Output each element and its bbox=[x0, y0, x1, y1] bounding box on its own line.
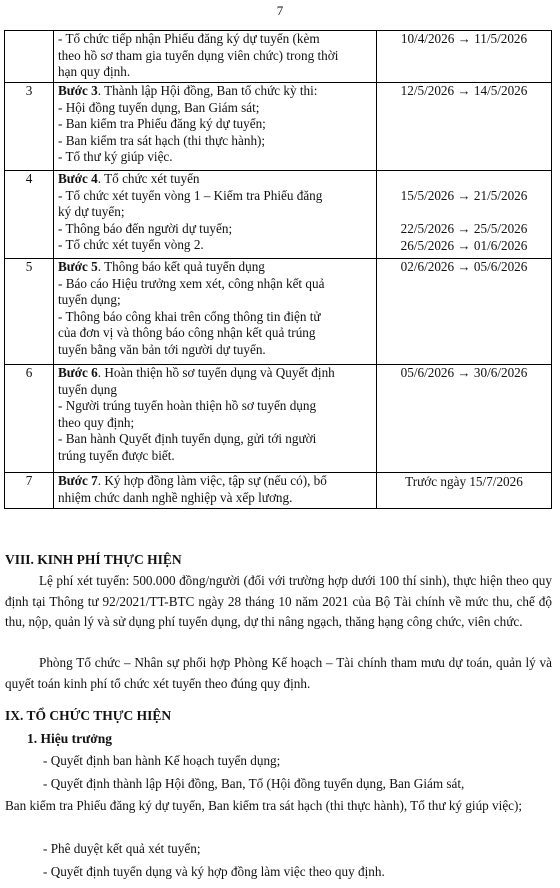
item-line: - Thông báo công khai trên cổng thông tin điện tử bbox=[58, 308, 321, 324]
date-range: 26/5/2026 → 01/6/2026 bbox=[400, 237, 528, 253]
table-row bbox=[5, 473, 552, 509]
step-cell bbox=[54, 83, 377, 171]
paragraph: Lệ phí xét tuyển: 500.000 đồng/người (đối với trường hợp dưới 100 thí sinh), thực hiện theo quy định tại Thông tư 92/2021/TT-BTC ngày 28 tháng 10 năm 2021 của Bộ Tài chính về mức thu, chế độ thu, nộp, quản lý và sử dụng phí tuyển dụng, dự thi nâng ngạch, thăng hạng công chức, viên chức. bbox=[5, 573, 552, 629]
step-title: Bước 4. Tổ chức xét tuyển bbox=[58, 171, 200, 186]
list-item: - Quyết định thành lập Hội đồng, Ban, Tổ (Hội đồng tuyển dụng, Ban Giám sát, bbox=[43, 776, 465, 791]
item-line: hạn quy định. bbox=[58, 64, 131, 79]
date-spacer bbox=[381, 205, 547, 222]
list-item-continuation: Ban kiểm tra Phiếu đăng ký dự tuyển, Ban kiểm tra sát hạch (thi thực hành), Tổ thư ký giúp việc); bbox=[5, 798, 523, 813]
item-line: theo hồ sơ tham gia tuyển dụng viên chức) trong thời bbox=[58, 47, 339, 63]
row-number: 6 bbox=[5, 365, 54, 473]
table-row bbox=[5, 83, 552, 171]
item-line: tuyển bằng văn bản tới người dự tuyển. bbox=[58, 341, 266, 357]
date-range: 10/4/2026 → 11/5/2026 bbox=[400, 31, 528, 46]
row-number: 7 bbox=[5, 473, 54, 509]
step-title: Bước 5. Thông báo kết quả tuyển dụng bbox=[58, 259, 265, 274]
date-range: 05/6/2026 → 30/6/2026 bbox=[400, 365, 528, 380]
date-cell bbox=[377, 259, 552, 365]
date-range: 15/5/2026 → 21/5/2026 bbox=[400, 188, 528, 203]
row-number: 3 bbox=[5, 83, 54, 171]
list-item: - Phê duyệt kết quả xét tuyển; bbox=[43, 841, 201, 856]
schedule-table bbox=[4, 30, 552, 509]
item-line: trúng tuyển được biết. bbox=[58, 447, 175, 463]
date-cell bbox=[377, 83, 552, 171]
page-number: 7 bbox=[276, 3, 284, 18]
date-range: Trước ngày 15/7/2026 bbox=[405, 474, 523, 489]
item-line: của đơn vị và thông báo công nhận kết quả trúng bbox=[58, 325, 316, 340]
item-line: theo quy định; bbox=[58, 414, 135, 430]
step-cell bbox=[54, 365, 377, 473]
item-line: - Báo cáo Hiệu trưởng xem xét, công nhận kết quả bbox=[58, 275, 325, 291]
step-cell bbox=[54, 31, 377, 83]
step-title: Bước 6. Hoàn thiện hồ sơ tuyển dụng và Quyết định bbox=[58, 365, 335, 380]
table-row bbox=[5, 259, 552, 365]
item-line: - Tổ chức tiếp nhận Phiếu đăng ký dự tuyển (kèm bbox=[58, 31, 320, 46]
subsection-heading: 1. Hiệu trưởng bbox=[27, 731, 112, 746]
step-cell bbox=[54, 171, 377, 259]
step-cell bbox=[54, 259, 377, 365]
list-item: - Quyết định tuyển dụng và ký hợp đồng làm việc theo quy định. bbox=[43, 864, 385, 879]
paragraph: Phòng Tổ chức – Nhân sự phối hợp Phòng Kế hoạch – Tài chính tham mưu dự toán, quản lý và quyết toán kinh phí tổ chức xét tuyển theo đúng quy định. bbox=[5, 655, 552, 691]
item-line: - Ban hành Quyết định tuyển dụng, gửi tới người bbox=[58, 431, 317, 446]
item-line: ký dự tuyển; bbox=[58, 204, 125, 219]
item-line: - Hội đồng tuyển dụng, Ban Giám sát; bbox=[58, 99, 260, 115]
date-cell bbox=[377, 31, 552, 83]
item-line: tuyển dụng bbox=[58, 381, 117, 397]
step-cell bbox=[54, 473, 377, 509]
date-range: 02/6/2026 → 05/6/2026 bbox=[400, 259, 528, 274]
date-cell bbox=[377, 365, 552, 473]
item-line: - Ban kiểm tra sát hạch (thi thực hành); bbox=[58, 132, 266, 148]
step-title: Bước 7. Ký hợp đồng làm việc, tập sự (nếu có), bổ bbox=[58, 473, 327, 488]
table-row bbox=[5, 365, 552, 473]
item-line: - Tổ chức xét tuyển vòng 2. bbox=[58, 237, 204, 252]
row-number: 5 bbox=[5, 259, 54, 365]
item-line: - Ban kiểm tra Phiếu đăng ký dự tuyển; bbox=[58, 116, 266, 131]
table-row bbox=[5, 171, 552, 259]
step-title: Bước 3. Thành lập Hội đồng, Ban tổ chức kỳ thi: bbox=[58, 83, 318, 98]
date-cell bbox=[377, 171, 552, 259]
item-line: - Tổ thư ký giúp việc. bbox=[58, 149, 173, 164]
item-line: - Người trúng tuyển hoàn thiện hồ sơ tuyển dụng bbox=[58, 398, 317, 413]
section-heading: VIII. KINH PHÍ THỰC HIỆN bbox=[5, 552, 182, 567]
date-range: 22/5/2026 → 25/5/2026 bbox=[400, 221, 528, 236]
table-row bbox=[5, 31, 552, 83]
list-item: - Quyết định ban hành Kế hoạch tuyển dụng; bbox=[43, 753, 281, 768]
item-line: tuyển dụng; bbox=[58, 292, 121, 307]
item-line: - Thông báo đến người dự tuyển; bbox=[58, 220, 233, 236]
date-range: 12/5/2026 → 14/5/2026 bbox=[400, 83, 528, 98]
date-cell bbox=[377, 473, 552, 509]
row-number: 4 bbox=[5, 171, 54, 259]
item-line: nhiệm chức danh nghề nghiệp và xếp lương. bbox=[58, 489, 293, 505]
row-number bbox=[5, 31, 54, 83]
item-line: - Tổ chức xét tuyển vòng 1 – Kiểm tra Phiếu đăng bbox=[58, 187, 323, 203]
section-heading: IX. TỔ CHỨC THỰC HIỆN bbox=[5, 708, 172, 723]
